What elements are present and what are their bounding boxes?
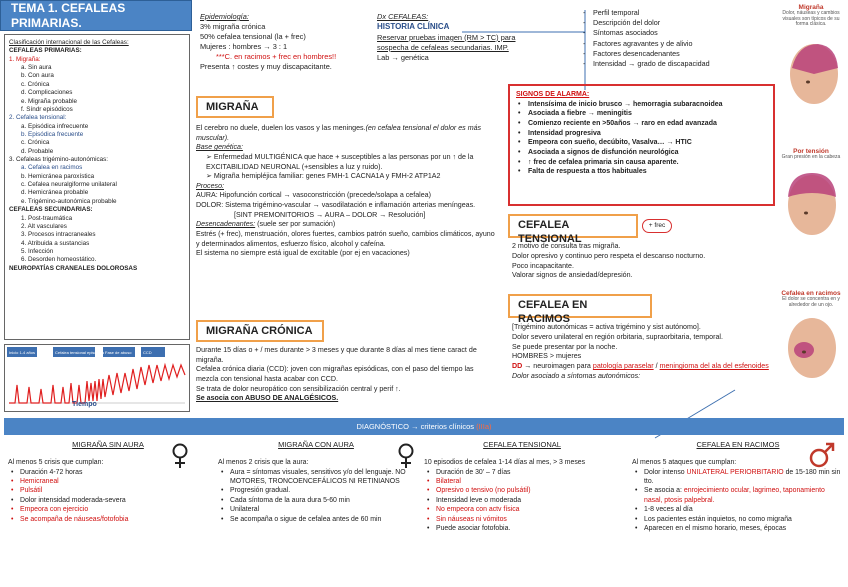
list-item: • Empeora con sueño, decúbito, Vasalva… → HTIC [516, 138, 767, 148]
list-item: • Opresivo o tensivo (no pulsátil) [424, 486, 620, 495]
list-item: • Puede asociar fotofobia. [424, 524, 620, 533]
list-item: • Cada síntoma de la aura dura 5-60 min [218, 496, 414, 505]
list-item [632, 468, 844, 487]
cluster-title: CEFALEA EN RACIMOS [508, 294, 652, 318]
diagnosis-badge: (IIIa) [476, 421, 492, 431]
list-item: - Síntomas asociados [593, 28, 753, 38]
list-item: e. Migraña probable [21, 97, 78, 105]
face-caption: Por tensión [793, 148, 829, 155]
list-item: • Sin náuseas ni vómitos [424, 515, 620, 524]
list-item: • Se acompaña o sigue de cefalea antes de 60 min [218, 515, 414, 524]
process-line: DOLOR: Sistema trigémino-vascular → vasodilatación e inflamación arterias meníngeas. [196, 201, 476, 210]
column-intro: Al menos 2 crisis que la aura: [218, 459, 309, 467]
pain-zone-icon [792, 44, 838, 74]
chronic-migraine-body [196, 346, 496, 404]
process-line: AURA: Hipofunción cortical → vasoconstricción (precede/solapa a cefalea) [196, 191, 431, 200]
list-item: 2. Alt vasculares [21, 222, 67, 230]
face-subcaption: El dolor se concentra en y alrededor de un ojo. [782, 296, 840, 308]
arrow-icon: ➢ [206, 172, 214, 181]
genetic-line [196, 172, 496, 182]
chronic-line: Se trata de dolor neuropático con sensibilización central y perif ↑. [196, 384, 401, 393]
migraine-intro-text: El cerebro no duele, duelen los vasos y las meninges. [196, 124, 366, 132]
neuropathies-heading: NEUROPATÍAS CRANEALES DOLOROSAS [9, 264, 138, 272]
dd-separator: / [655, 362, 658, 371]
migraine-title: MIGRAÑA [196, 96, 274, 118]
alarm-signs-box [508, 84, 775, 206]
list-item: • Hemicraneal [8, 477, 208, 486]
list-item: 3. Procesos intracraneales [21, 231, 96, 239]
genetic-text: Migraña hemipléjica familiar: genes FMH-1 CACNA1A y FMH-2 ATP1A2 [213, 172, 441, 181]
face-caption: Migraña [798, 4, 824, 11]
triggers-heading [196, 220, 496, 230]
tac-class: 3. Cefaleas trigémino-autonómicas: [9, 156, 109, 164]
list-item: d. Hemicránea probable [21, 189, 89, 197]
criteria-text: Dolor intenso [644, 468, 685, 476]
tension-class: 2. Cefalea tensional: [9, 114, 67, 122]
list-item: - Intensidad → grado de discapacidad [593, 59, 753, 69]
migraine-intro-note: (en cefalea tensional el dolor es más muscular). [196, 124, 482, 142]
column-intro: Al menos 5 crisis que cumplan: [8, 459, 104, 467]
list-item: • Comienzo reciente en >50años → raro en edad avanzada [516, 119, 767, 129]
list-item: d. Complicaciones [21, 89, 73, 97]
chart-x-label: Tiempo [72, 401, 97, 408]
migraine-class: 1. Migraña: [9, 55, 41, 63]
dd-text: → neuroimagen para [524, 362, 591, 371]
list-item: • No empeora con actv física [424, 505, 620, 514]
eye-icon [806, 80, 810, 83]
tension-line: Dolor opresivo y continuo pero respeta el descanso nocturno. [512, 251, 706, 260]
column-title: CEFALEA TENSIONAL [483, 440, 561, 449]
column-intro: Al menos 5 ataques que cumplan: [632, 459, 737, 467]
dx-line: Lab → genética [377, 52, 429, 62]
list-item: c. Crónica [21, 139, 50, 147]
list-item: a. Cefalea en racimos [21, 164, 83, 172]
face-subcaption: Dolor, náuseas y cambios visuales son típicos de su forma clásica. [782, 10, 840, 28]
migraine-body [196, 124, 496, 259]
column-title: CEFALEA EN RACIMOS [696, 440, 780, 449]
head-illustration-icon [778, 308, 844, 388]
list-item: • Unilateral [218, 505, 414, 514]
list-item: e. Trigémino-autonómica probable [21, 197, 117, 205]
history-profile [593, 8, 753, 69]
female-symbol-ring [174, 445, 187, 458]
epidemiology-heading: Epidemiología: [200, 12, 249, 21]
epi-line: ***C. en racimos + frec en hombres!! [216, 51, 337, 61]
female-symbol-icon [396, 443, 416, 469]
list-item: • Intensidad progresiva [516, 129, 767, 139]
list-item: • Empeora con ejercicio [8, 505, 208, 514]
chart-label: Inicio 1-4 años [9, 350, 36, 355]
list-item: • Intensísima de inicio brusco → hemorragia subaracnoidea [516, 100, 767, 110]
list-item: - Perfil temporal [593, 8, 753, 18]
list-item: - Factores desencadenantes [593, 49, 753, 59]
list-item: - Descripción del dolor [593, 18, 753, 28]
diagnosis-bar [4, 418, 844, 435]
frequency-badge: + frec [642, 219, 672, 233]
female-symbol-ring [400, 445, 413, 458]
criteria-highlight: enrojecimiento ocular, lagrimeo, taponamiento nasal, ptosis palpebral. [644, 487, 825, 504]
epi-line: Presenta ↑ costes y muy discapacitante. [200, 61, 332, 71]
female-symbol-icon [170, 443, 190, 469]
cluster-line: [Trigémino autonómicas = activa trigémino y sist autónomo]. [512, 323, 701, 331]
dd-label: DD [512, 362, 523, 371]
list-item: • Asociada a signos de disfunción neurológica [516, 148, 767, 158]
list-item: f. Síndr episódicos [21, 105, 73, 113]
list-item: a. Sin aura [21, 64, 52, 72]
list-item: a. Episódica infrecuente [21, 122, 89, 130]
list-item: • 1-8 veces al día [632, 505, 844, 514]
chart-label: Fase de abuso [105, 350, 132, 355]
list-item: c. Crónica [21, 80, 50, 88]
alarm-heading: SIGNOS DE ALARMA: [516, 91, 590, 98]
column-title: MIGRAÑA SIN AURA [72, 440, 144, 449]
cluster-line: Dolor severo unilateral en región orbitaria, supraorbitaria, temporal. [512, 332, 723, 341]
male-symbol-icon [808, 441, 836, 469]
dx-heading: Dx CEFALEAS: [377, 12, 429, 21]
criteria-text: Se asocia a: [644, 487, 682, 495]
list-item: d. Probable [21, 147, 54, 155]
chronic-line: Durante 15 días o + / mes durante > 3 meses y que durante 8 días al mes tiene caract de migraña. [196, 346, 477, 364]
migraine-closing: El sistema no siempre está igual de excitable (por ej en vacaciones) [196, 249, 410, 258]
list-item: • ↑ frec de cefalea primaria sin causa aparente. [516, 158, 767, 168]
face-migraine [778, 4, 844, 124]
dx-line: Reservar pruebas imagen (RM > TC) para sospecha de cefaleas secundarias. IMP. [377, 32, 516, 52]
face-cluster [778, 290, 844, 410]
list-item: • Duración 4-72 horas [8, 468, 208, 477]
process-heading: Proceso: [196, 181, 224, 190]
tension-line: Poco incapacitante. [512, 261, 574, 270]
genetic-text: Enfermedad MULTIGÉNICA que hace + susceptibles a las personas por un ↑ de la EXCITABILIDAD NEURONAL (+sensibles a luz y ruido). [206, 152, 474, 171]
list-item: 6. Desorden homeostático. [21, 256, 97, 264]
list-item: • Dolor intensidad moderada-severa [8, 496, 208, 505]
list-item: • Aparecen en el mismo horario, meses, épocas [632, 524, 844, 533]
list-item: b. Hemicránea paroxística [21, 172, 95, 180]
list-item: • Pulsátil [8, 486, 208, 495]
chronic-line: Cefalea crónica diaria (CCD): joven con migrañas episódicas, con el paso del tiempo las mezcla con tensional hasta acabar con CCD. [196, 365, 474, 383]
chronic-line: Se asocia con ABUSO DE ANALGÉSICOS. [196, 394, 339, 403]
list-item: • Aura = síntomas visuales, sensitivos y/o del lenguaje. NO MOTORES, TRONCOENCEFÁLICOS NI RETINIANOS [218, 468, 414, 487]
diagnosis-text: DIAGNÓSTICO → criterios clínicos [356, 421, 474, 431]
eye-icon [802, 351, 806, 354]
list-item: 1. Post-traumática [21, 214, 73, 222]
dd-item: patología paraselar [592, 362, 654, 371]
page-title: TEMA 1. CEFALEAS PRIMARIAS. [0, 0, 192, 31]
male-symbol-ring [811, 450, 827, 466]
face-caption: Cefalea en racimos [781, 290, 841, 297]
list-item: • Asociada a fiebre → meningitis [516, 109, 767, 119]
epi-line: 3% migraña crónica [200, 21, 266, 31]
epi-line: 50% cefalea tensional (la + frec) [200, 31, 306, 41]
process-line: [SINT PREMONITORIOS → AURA – DOLOR → Resolución] [234, 210, 426, 219]
list-item: b. Episódica frecuente [21, 130, 84, 138]
eye-icon [804, 211, 808, 214]
epi-line: Mujeres : hombres → 3 : 1 [200, 41, 288, 51]
chart-label: Cefalea tensional episódica [55, 350, 104, 355]
triggers-label: Desencadenantes: [196, 220, 256, 229]
list-item: • Progresión gradual. [218, 486, 414, 495]
criteria-migraine-with-aura [218, 440, 414, 585]
list-item: b. Con aura [21, 72, 54, 80]
list-item: • Se acompaña de náuseas/fotofobia [8, 515, 208, 524]
list-item [632, 486, 844, 505]
arrow-icon: ➢ [206, 152, 214, 161]
head-illustration-icon [778, 28, 844, 118]
list-item: • Intensidad leve o moderada [424, 496, 620, 505]
triggers-line: Estrés (+ frec), menstruación, olores fuertes, cambios patrón sueño, cambios climáticos, ayuno y determinados alimentos, esfuerzo físico, alcohol y cafeína. [196, 230, 495, 248]
list-item: 5. Infección [21, 247, 54, 255]
secondary-heading: CEFALEAS SECUNDARIAS: [9, 206, 93, 214]
dx-subheading: HISTORIA CLÍNICA [377, 21, 450, 31]
classification-heading: Clasificación internacional de las Cefaleas: [9, 39, 129, 46]
criteria-text: de 15-180 min sin tto. [644, 468, 841, 485]
list-item: • Falta de respuesta a ttos habituales [516, 167, 767, 177]
column-title: MIGRAÑA CON AURA [278, 440, 354, 449]
list-item: c. Cefalea neuralgiforme unilateral [21, 181, 117, 189]
column-intro: 10 episodios de cefalea 1-14 días al mes, > 3 meses [424, 459, 586, 467]
pain-zone-icon [794, 342, 814, 358]
list-item: • Bilateral [424, 477, 620, 486]
list-item: • Duración de 30' – 7 días [424, 468, 620, 477]
genetic-line [196, 153, 496, 172]
genetic-heading: Base genética: [196, 143, 243, 152]
cluster-line: Dolor asociado a síntomas autonómicos: [512, 371, 641, 380]
cluster-line: Se puede presentar por la noche. [512, 342, 618, 351]
list-item: 4. Atribuida a sustancias [21, 239, 90, 247]
face-tension [778, 148, 844, 268]
cluster-line: HOMBRES > mujeres [512, 352, 582, 361]
face-subcaption: Gran presión en la cabeza [781, 154, 841, 161]
chronic-migraine-title: MIGRAÑA CRÓNICA [196, 320, 324, 342]
dd-item: meningioma del ala del esfenoides [659, 362, 769, 371]
criteria-highlight: UNILATERAL PERIORBITARIO [686, 468, 784, 476]
primary-heading: CEFALEAS PRIMARIAS: [9, 47, 82, 55]
chart-label: CCD [143, 350, 152, 355]
list-item: • Los pacientes están inquietos, no como migraña [632, 515, 844, 524]
head-illustration-icon [778, 161, 844, 251]
tension-title: CEFALEA TENSIONAL [508, 214, 638, 238]
tension-line: 2 motivo de consulta tras migraña. [512, 242, 621, 250]
criteria-tension [424, 440, 620, 585]
list-item: - Factores agravantes y de alivio [593, 39, 753, 49]
tension-line: Valorar signos de ansiedad/depresión. [512, 271, 633, 280]
triggers-note: (suele ser por sumación) [257, 220, 336, 229]
migraine-intro [196, 124, 496, 143]
